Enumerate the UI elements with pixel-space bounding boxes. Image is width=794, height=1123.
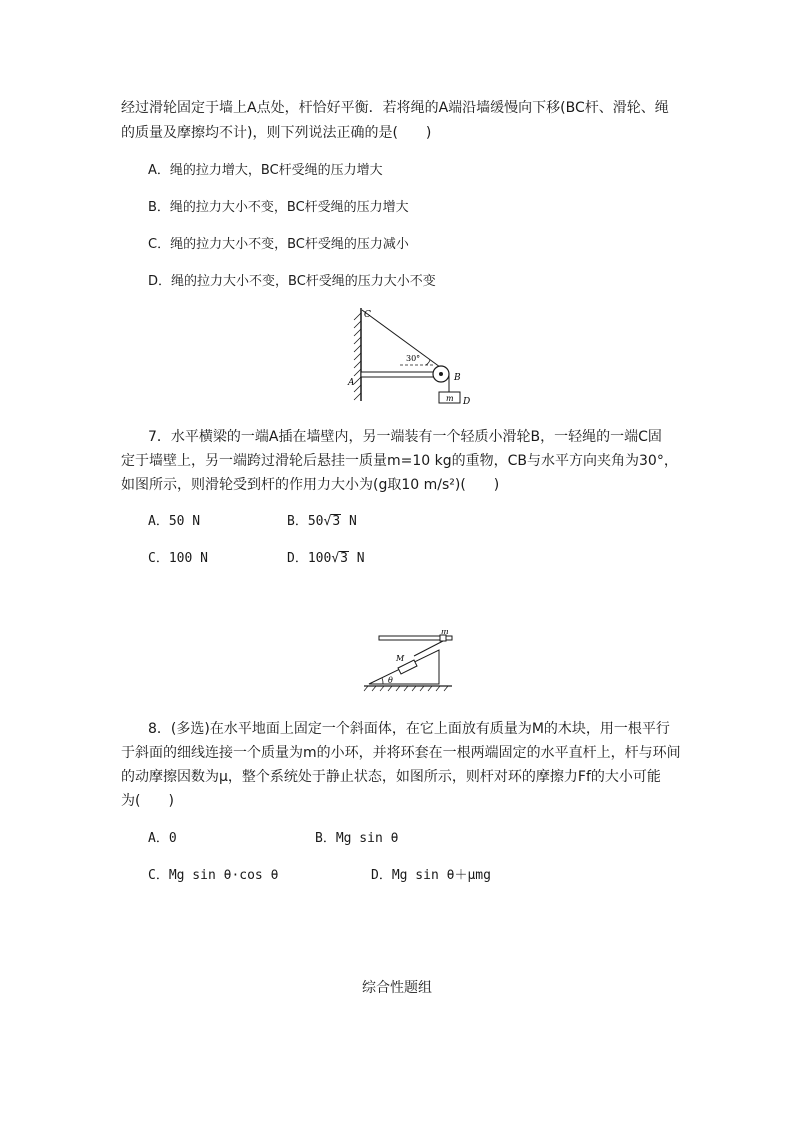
q8-stem-line-2: 于斜面的细线连接一个质量为m的小环，并将环套在一根两端固定的水平直杆上，杆与环间 bbox=[121, 745, 681, 761]
q6-stem-line-2: 的质量及摩擦均不计)，则下列说法正确的是( ) bbox=[121, 125, 432, 141]
section-heading: 综合性题组 bbox=[362, 980, 432, 996]
q6-stem-line-1: 经过滑轮固定于墙上A点处，杆恰好平衡．若将绳的A端沿墙缓慢向下移(BC杆、滑轮、绳 bbox=[121, 100, 669, 116]
q7-option-c: C．100 N bbox=[148, 551, 208, 566]
q8-stem-line-4: 为( ) bbox=[121, 793, 174, 809]
q6-option-d: D．绳的拉力大小不变，BC杆受绳的压力大小不变 bbox=[148, 274, 436, 289]
q6-option-b: B．绳的拉力大小不变，BC杆受绳的压力增大 bbox=[148, 200, 409, 215]
fig8-label-theta: θ bbox=[388, 676, 393, 685]
fig7-label-m: m bbox=[446, 394, 454, 403]
fig8-label-big-m: M bbox=[396, 654, 405, 663]
fig7-label-a: A bbox=[348, 378, 355, 388]
fig7-label-d: D bbox=[463, 397, 471, 407]
q7-option-a: A．50 N bbox=[148, 514, 201, 529]
fig7-label-c: C bbox=[364, 310, 371, 320]
q7-stem-line-3: 如图所示，则滑轮受到杆的作用力大小为(g取10 m/s²)( ) bbox=[121, 477, 500, 493]
q7-stem-line-1: 7．水平横梁的一端A插在墙壁内，另一端装有一个轻质小滑轮B，一轻绳的一端C固 bbox=[148, 429, 662, 445]
q8-option-c: C．Mg sin θ·cos θ bbox=[148, 868, 279, 883]
fig7-label-angle: 30° bbox=[406, 354, 421, 363]
q8-option-b: B．Mg sin θ bbox=[315, 831, 399, 846]
fig7-label-b: B bbox=[454, 373, 461, 383]
q8-option-a: A．0 bbox=[148, 831, 177, 846]
figure-incline-ring bbox=[362, 630, 456, 692]
q7-stem-line-2: 定于墙壁上，另一端跨过滑轮后悬挂一质量m=10 kg的重物，CB与水平方向夹角为30°， bbox=[121, 453, 678, 469]
figure-pulley-beam bbox=[340, 305, 490, 410]
q7-option-b: B．50√3 N bbox=[287, 514, 357, 529]
q7-option-d: D．100√3 N bbox=[287, 551, 365, 566]
q8-stem-line-3: 的动摩擦因数为μ，整个系统处于静止状态，如图所示，则杆对环的摩擦力Ff的大小可能 bbox=[121, 769, 661, 785]
fig8-label-m: m bbox=[441, 630, 449, 636]
q6-option-a: A．绳的拉力增大，BC杆受绳的压力增大 bbox=[148, 163, 383, 178]
q8-stem-line-1: 8．(多选)在水平地面上固定一个斜面体，在它上面放有质量为M的木块，用一根平行 bbox=[148, 721, 670, 737]
q6-option-c: C．绳的拉力大小不变，BC杆受绳的压力减小 bbox=[148, 237, 409, 252]
q8-option-d: D．Mg sin θ＋μmg bbox=[371, 868, 491, 883]
